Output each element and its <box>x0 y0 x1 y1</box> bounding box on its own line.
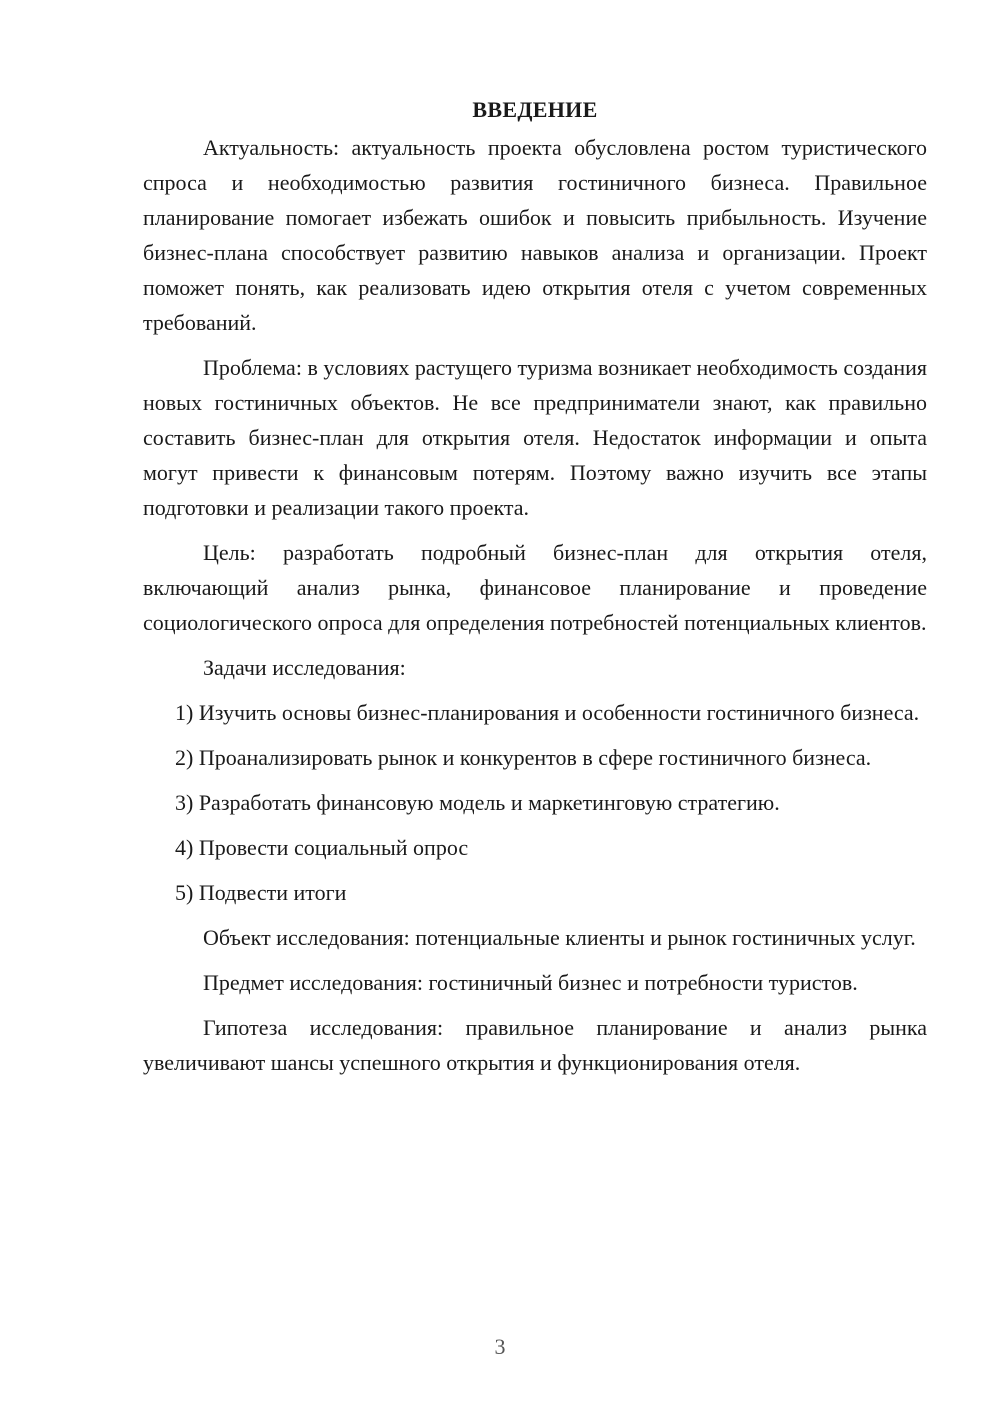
paragraph-goal: Цель: разработать подробный бизнес-план для открытия отеля, включающий анализ рынка, финансовое планирование и проведение социологического опроса для определения потребностей потенциальных клиентов. <box>143 540 927 635</box>
task-item-2: 2) Проанализировать рынок и конкурентов в сфере гостиничного бизнеса. <box>175 745 872 770</box>
section-heading: ВВЕДЕНИЕ <box>472 97 598 122</box>
tasks-title: Задачи исследования: <box>203 655 406 680</box>
task-item-4: 4) Провести социальный опрос <box>175 835 469 860</box>
task-item-5: 5) Подвести итоги <box>175 880 347 905</box>
paragraph-subject: Предмет исследования: гостиничный бизнес и потребности туристов. <box>203 970 858 995</box>
task-item-3: 3) Разработать финансовую модель и маркетинговую стратегию. <box>175 790 780 815</box>
document-page <box>143 95 927 1090</box>
paragraph-object: Объект исследования: потенциальные клиенты и рынок гостиничных услуг. <box>203 925 916 950</box>
task-item-1: 1) Изучить основы бизнес-планирования и особенности гостиничного бизнеса. <box>175 700 920 725</box>
page-number: 3 <box>494 1334 506 1359</box>
paragraph-hypothesis: Гипотеза исследования: правильное планирование и анализ рынка увеличивают шансы успешного открытия и функционирования отеля. <box>143 1015 927 1075</box>
paragraph-problem: Проблема: в условиях растущего туризма возникает необходимость создания новых гостиничных объектов. Не все предприниматели знают, как правильно составить бизнес-план для открытия отеля. Недостаток информации и опыта могут привести к финансовым потерям. Поэтому важно изучить все этапы подготовки и реализации такого проекта. <box>143 355 927 520</box>
paragraph-relevance: Актуальность: актуальность проекта обусловлена ростом туристического спроса и необходимостью развития гостиничного бизнеса. Правильное планирование помогает избежать ошибок и повысить прибыльность. Изучение бизнес-плана способствует развитию навыков анализа и организации. Проект поможет понять, как реализовать идею открытия отеля с учетом современных требований. <box>143 135 927 335</box>
